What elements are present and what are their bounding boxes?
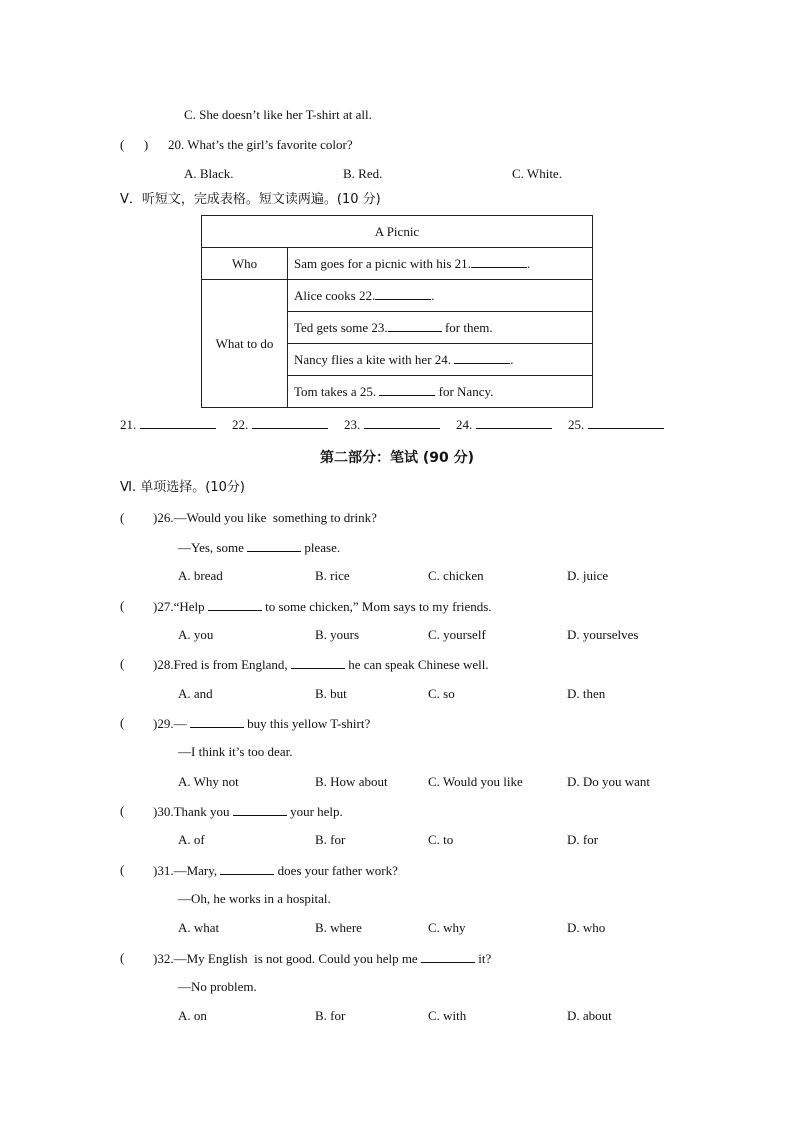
q30-answer-paren[interactable]: (	[120, 803, 144, 818]
table-row: Nancy flies a kite with her 24. .	[288, 344, 593, 376]
q31-option-d: D. who	[567, 920, 606, 935]
what-to-do-label: What to do	[202, 280, 288, 408]
q20-option-a: A. Black.	[184, 166, 234, 181]
q31-stem: )31.—Mary, does your father work?	[153, 863, 398, 878]
q28-option-a: A. and	[178, 686, 213, 701]
answer-21: 21.	[120, 416, 216, 433]
q27-option-b: B. yours	[315, 627, 360, 642]
answer-23-blank[interactable]	[364, 416, 440, 429]
q32-option-b: B. for	[315, 1008, 346, 1023]
q29-blank[interactable]	[190, 715, 244, 728]
q27-option-d: D. yourselves	[567, 627, 639, 642]
q32-line2: —No problem.	[178, 979, 257, 994]
q32-option-d: D. about	[567, 1008, 612, 1023]
q31-option-c: C. why	[428, 920, 466, 935]
blank-23[interactable]	[388, 319, 442, 332]
part2-title: 第二部分：笔试 (90 分)	[319, 450, 475, 466]
q26-option-d: D. juice	[567, 568, 609, 583]
q27-blank[interactable]	[208, 598, 262, 611]
q29-option-d: D. Do you want	[567, 774, 651, 789]
answer-24: 24.	[456, 416, 552, 433]
q30-option-b: B. for	[315, 832, 346, 847]
table-title: A Picnic	[202, 216, 593, 248]
q26-blank[interactable]	[247, 539, 301, 552]
q31-blank[interactable]	[220, 862, 274, 875]
q31-option-a: A. what	[178, 920, 220, 935]
q26-answer-paren[interactable]: (	[120, 510, 144, 525]
q32-option-c: C. with	[428, 1008, 467, 1023]
answer-25-blank[interactable]	[588, 416, 664, 429]
q20-answer-paren[interactable]: ( )	[120, 137, 149, 152]
q29-option-a: A. Why not	[178, 774, 239, 789]
answer-24-blank[interactable]	[476, 416, 552, 429]
q27-option-a: A. you	[178, 627, 214, 642]
q26-option-c: C. chicken	[428, 568, 484, 583]
table-row: Ted gets some 23. for them.	[288, 312, 593, 344]
blank-21[interactable]	[471, 255, 527, 268]
q30-stem: )30.Thank you your help.	[153, 804, 343, 819]
q29-option-b: B. How about	[315, 774, 388, 789]
q28-option-d: D. then	[567, 686, 606, 701]
q27-answer-paren[interactable]: (	[120, 598, 144, 613]
answer-23: 23.	[344, 416, 440, 433]
answer-25: 25.	[568, 416, 664, 433]
q28-stem: )28.Fred is from England, he can speak Chinese well.	[153, 657, 489, 672]
blank-25[interactable]	[379, 383, 435, 396]
q20-option-c: C. White.	[512, 166, 562, 181]
table-row: Tom takes a 25. for Nancy.	[288, 376, 593, 408]
q28-option-b: B. but	[315, 686, 347, 701]
q30-option-a: A. of	[178, 832, 205, 847]
q29-answer-paren[interactable]: (	[120, 715, 144, 730]
blank-24[interactable]	[454, 351, 510, 364]
q32-option-a: A. on	[178, 1008, 207, 1023]
q30-option-c: C. to	[428, 832, 454, 847]
q27-option-c: C. yourself	[428, 627, 486, 642]
q32-answer-paren[interactable]: (	[120, 950, 144, 965]
q26-option-a: A. bread	[178, 568, 223, 583]
who-label: Who	[202, 248, 288, 280]
q28-blank[interactable]	[291, 656, 345, 669]
q28-option-c: C. so	[428, 686, 455, 701]
q26-option-b: B. rice	[315, 568, 350, 583]
q29-option-c: C. Would you like	[428, 774, 523, 789]
q30-blank[interactable]	[233, 803, 287, 816]
section5-heading: Ⅴ．听短文，完成表格。短文读两遍。(10 分)	[120, 192, 381, 207]
q29-stem: )29.— buy this yellow T-shirt?	[153, 716, 371, 731]
q31-option-b: B. where	[315, 920, 362, 935]
blank-22[interactable]	[375, 287, 431, 300]
q19-option-c: C. She doesn’t like her T-shirt at all.	[184, 107, 372, 122]
q32-stem: )32.—My English is not good. Could you help me it?	[153, 951, 492, 966]
answer-22: 22.	[232, 416, 328, 433]
q31-line2: —Oh, he works in a hospital.	[178, 891, 331, 906]
answer-22-blank[interactable]	[252, 416, 328, 429]
table-row: Alice cooks 22. .	[288, 280, 593, 312]
q28-answer-paren[interactable]: (	[120, 656, 144, 671]
q26-stem: )26.—Would you like something to drink?	[153, 510, 377, 525]
q31-answer-paren[interactable]: (	[120, 862, 144, 877]
q26-line2: —Yes, some please.	[178, 540, 341, 555]
picnic-table	[201, 215, 593, 408]
q32-blank[interactable]	[421, 950, 475, 963]
q30-option-d: D. for	[567, 832, 599, 847]
q27-stem: )27.“Help to some chicken,” Mom says to my friends.	[153, 599, 492, 614]
q20-stem: 20. What’s the girl’s favorite color?	[168, 137, 353, 152]
q20-option-b: B. Red.	[343, 166, 383, 181]
section6-heading: Ⅵ. 单项选择。(10分)	[120, 480, 245, 495]
q29-line2: —I think it’s too dear.	[178, 744, 293, 759]
who-cell: Sam goes for a picnic with his 21. .	[288, 248, 593, 280]
answer-21-blank[interactable]	[140, 416, 216, 429]
